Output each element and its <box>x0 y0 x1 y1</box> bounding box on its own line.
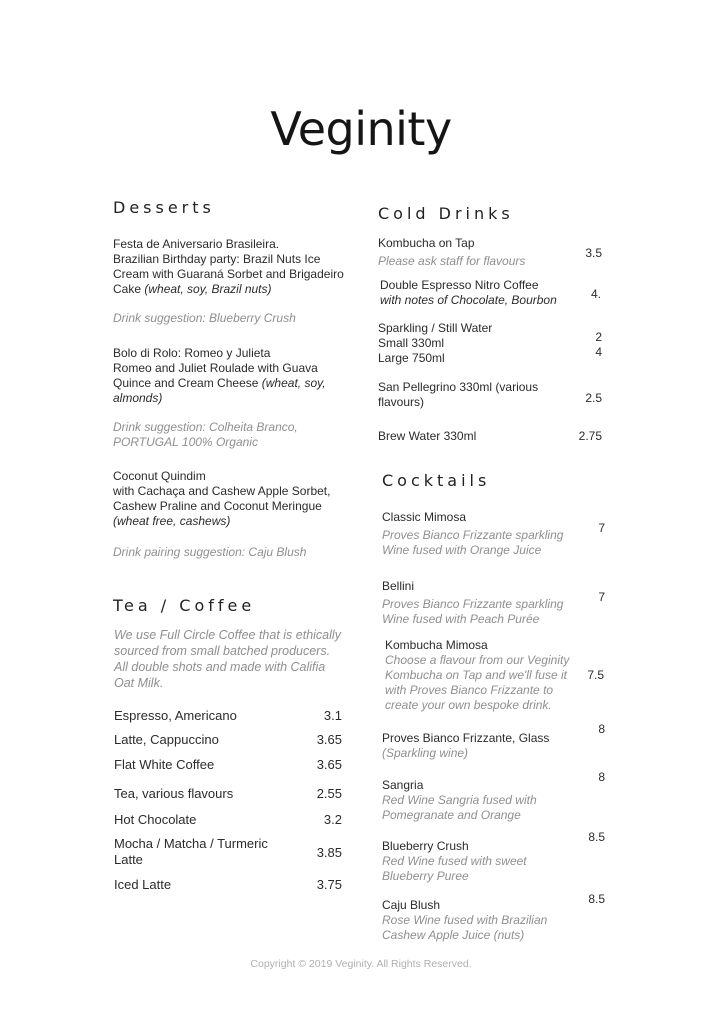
dessert-name: Bolo di Rolo: Romeo y Julieta <box>113 346 271 360</box>
copyright-footer: Copyright © 2019 Veginity. All Rights Reserved. <box>250 958 472 970</box>
dessert-allergens: (wheat, soy, Brazil nuts) <box>144 282 272 296</box>
cocktail-item <box>382 898 577 943</box>
cocktail-name: Proves Bianco Frizzante, Glass <box>382 731 550 745</box>
drink-name: Sparkling / Still Water <box>378 321 493 335</box>
cocktail-description: Red Wine fused with sweet <box>382 854 527 868</box>
cocktail-description: Rose Wine fused with Brazilian <box>382 913 548 927</box>
item-price: 3.85 <box>316 845 342 860</box>
cocktail-name: Caju Blush <box>382 898 441 912</box>
drink-suggestion: PORTUGAL 100% Organic <box>113 435 258 449</box>
cocktail-price: 7 <box>598 521 605 535</box>
drink-suggestion: Drink pairing suggestion: Caju Blush <box>113 545 307 559</box>
cocktail-name: Blueberry Crush <box>382 839 469 853</box>
drink-name: Double Espresso Nitro Coffee <box>380 278 539 292</box>
cocktail-description: Proves Bianco Frizzante sparkling <box>382 597 564 611</box>
drink-suggestion: Drink suggestion: Colheita Branco, <box>113 420 298 434</box>
drink-name: Kombucha on Tap <box>378 236 475 250</box>
dessert-allergens: (wheat free, cashews) <box>113 514 231 528</box>
drink-price: 3.5 <box>585 246 602 260</box>
dessert-description: Cake <box>113 282 142 296</box>
cocktail-description: Red Wine Sangria fused with <box>382 793 537 807</box>
drink-price: 2 <box>595 330 602 344</box>
drink-size: Small 330ml <box>378 336 445 350</box>
cocktail-price: 7.5 <box>587 668 604 682</box>
cocktail-description: Kombucha on Tap and we'll fuse it <box>385 668 567 682</box>
dessert-description: Cream with Guaraná Sorbet and Brigadeiro <box>113 267 344 281</box>
cocktail-description: (Sparkling wine) <box>382 746 469 760</box>
cocktail-name: Sangria <box>382 778 424 792</box>
cocktail-item <box>385 638 580 713</box>
cocktail-item <box>382 579 577 627</box>
drink-description: Please ask staff for flavours <box>378 254 526 268</box>
cocktail-description: create your own bespoke drink. <box>385 698 552 712</box>
cocktail-description: Pomegranate and Orange <box>382 808 521 822</box>
cold-drink-item <box>380 278 570 308</box>
tea-coffee-intro <box>114 627 354 691</box>
dessert-description-line <box>113 376 348 391</box>
cocktail-price: 8.5 <box>588 892 605 906</box>
tea-coffee-item <box>114 836 342 868</box>
cocktail-name: Classic Mimosa <box>382 510 467 524</box>
cocktails-heading: Cocktails <box>382 471 491 490</box>
cocktail-price: 8 <box>598 770 605 784</box>
drink-price: 4. <box>590 287 601 301</box>
drink-price: 2.5 <box>585 391 602 405</box>
drink-name: Brew Water 330ml <box>378 429 477 443</box>
cold-drink-item <box>378 321 568 366</box>
dessert-description: Quince and Cream Cheese <box>113 376 259 390</box>
intro-line: sourced from small batched producers. <box>114 644 331 658</box>
item-name-line: Latte <box>114 852 143 867</box>
dessert-allergens: almonds) <box>113 391 163 405</box>
item-name: Espresso, Americano <box>114 708 237 723</box>
intro-line: All double shots and made with Califia <box>114 660 326 674</box>
dessert-name: Festa de Aniversario Brasileira. <box>113 237 280 251</box>
item-name-line: Mocha / Matcha / Turmeric <box>114 836 268 851</box>
dessert-description: Cashew Praline and Coconut Meringue <box>113 499 322 513</box>
drink-name: flavours) <box>378 395 425 409</box>
item-price: 3.1 <box>323 708 342 723</box>
item-name: Tea, various flavours <box>114 786 234 801</box>
intro-line: Oat Milk. <box>114 676 164 690</box>
item-price: 2.55 <box>316 786 342 801</box>
cocktail-description: Proves Bianco Frizzante sparkling <box>382 528 564 542</box>
drink-size: Large 750ml <box>378 351 445 365</box>
item-price: 3.65 <box>316 757 342 772</box>
cold-drink-item <box>378 380 568 410</box>
dessert-description-line <box>113 282 348 297</box>
item-name: Latte, Cappuccino <box>114 732 219 747</box>
cocktail-name: Bellini <box>382 579 415 593</box>
item-name: Flat White Coffee <box>114 757 215 772</box>
cocktail-description: Choose a flavour from our Veginity <box>385 653 570 667</box>
cocktail-item <box>382 510 577 558</box>
item-name: Iced Latte <box>114 877 172 892</box>
cocktail-item <box>382 731 577 761</box>
dessert-name: Coconut Quindim <box>113 469 206 483</box>
cocktail-price: 8.5 <box>588 830 605 844</box>
cocktail-price: 7 <box>598 590 605 604</box>
drink-price: 4 <box>595 345 602 359</box>
cocktail-item <box>382 839 577 884</box>
item-price: 3.2 <box>323 812 342 827</box>
dessert-description: Romeo and Juliet Roulade with Guava <box>113 361 318 375</box>
drink-price: 2.75 <box>578 429 602 443</box>
item-price: 3.75 <box>316 877 342 892</box>
drink-price-group <box>560 330 602 360</box>
dessert-item-quindim <box>113 469 348 560</box>
cocktail-item <box>382 778 577 823</box>
item-name <box>114 836 284 868</box>
restaurant-title: Veginity <box>270 102 452 156</box>
dessert-item-bolo <box>113 346 348 450</box>
cold-drink-item <box>378 429 568 444</box>
item-price: 3.65 <box>316 732 342 747</box>
dessert-description: with Cachaça and Cashew Apple Sorbet, <box>113 484 331 498</box>
drink-name: San Pellegrino 330ml (various <box>378 380 539 394</box>
cold-drinks-heading: Cold Drinks <box>378 204 514 223</box>
cocktail-description: Wine fused with Peach Purée <box>382 612 540 626</box>
intro-line: We use Full Circle Coffee that is ethically <box>114 628 341 642</box>
item-name: Hot Chocolate <box>114 812 197 827</box>
cocktail-description: Blueberry Puree <box>382 869 469 883</box>
cocktail-description: Cashew Apple Juice (nuts) <box>382 928 525 942</box>
cocktail-description: Wine fused with Orange Juice <box>382 543 542 557</box>
cocktail-description: with Proves Bianco Frizzante to <box>385 683 554 697</box>
drink-description: with notes of Chocolate, Bourbon <box>380 293 557 307</box>
cocktail-name: Kombucha Mimosa <box>385 638 488 652</box>
cocktail-price: 8 <box>598 722 605 736</box>
cold-drink-item <box>378 236 568 269</box>
tea-coffee-heading: Tea / Coffee <box>113 596 256 615</box>
drink-suggestion: Drink suggestion: Blueberry Crush <box>113 311 296 325</box>
desserts-heading: Desserts <box>113 198 215 217</box>
dessert-allergens: (wheat, soy, <box>261 376 326 390</box>
dessert-description: Brazilian Birthday party: Brazil Nuts Ice <box>113 252 321 266</box>
dessert-item-festa <box>113 237 348 326</box>
